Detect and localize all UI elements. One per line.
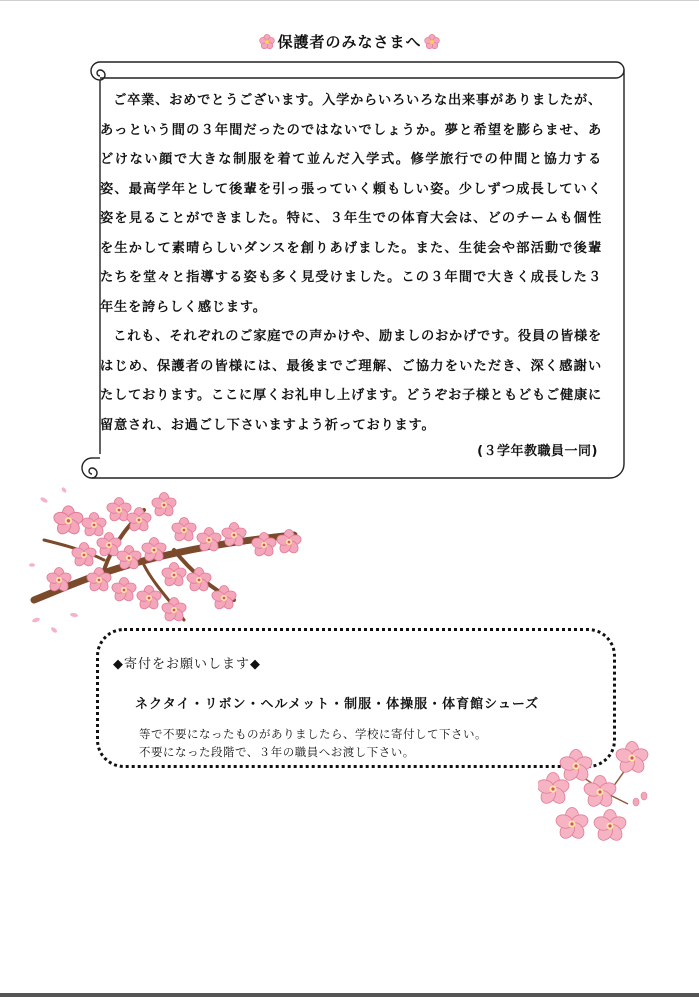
donation-note-2: 不要になった段階で、３年の職員へお渡し下さい。 <box>139 745 415 759</box>
scroll-message-frame <box>70 58 626 482</box>
donation-note-1: 等で不要になったものがありましたら、学校に寄付して下さい。 <box>139 727 487 741</box>
message-body <box>100 86 602 440</box>
sakura-flower-icon <box>424 34 440 50</box>
page-title-text: 保護者のみなさまへ <box>277 33 422 51</box>
sakura-branch-icon <box>24 480 314 645</box>
page-bottom-border <box>0 993 699 997</box>
message-paragraph: これも、それぞれのご家庭での声かけや、励ましのおかげです。役員の皆様をはじめ、保護者の皆様には、最後までご理解、ご協力をいただき、深く感謝いたしております。ここに厚くお礼申し上げます。どうぞお子様ともどもご健康に留意され、お過ごし下さいますよう祈っております。 <box>100 329 602 433</box>
page-top-border <box>0 0 699 1</box>
sakura-flower-icon <box>259 34 275 50</box>
donation-heading: ◆寄付をお願いします◆ <box>113 657 261 672</box>
donation-items: ネクタイ・リボン・ヘルメット・制服・体操服・体育館シューズ <box>135 697 540 712</box>
page-title <box>0 31 699 52</box>
message-signature: (３学年教職員一同) <box>477 444 598 459</box>
sakura-cluster-icon <box>538 734 658 852</box>
message-paragraph: ご卒業、おめでとうございます。入学からいろいろな出来事がありましたが、あっという間の３年間だったのではないでしょうか。夢と希望を膨らませ、あどけない顔で大きな制服を着て並んだ入学式。修学旅行での仲間と協力する姿、最高学年として後輩を引っ張っていく頼もしい姿。少しずつ成長していく姿を見ることができました。特に、３年生での体育大会は、どのチームも個性を生かして素晴らしいダンスを創りあげました。また、生徒会や部活動で後輩たちを堂々と指導する姿も多く見受けました。この３年間で大きく成長した３年生を誇らしく感じます。 <box>100 93 602 315</box>
